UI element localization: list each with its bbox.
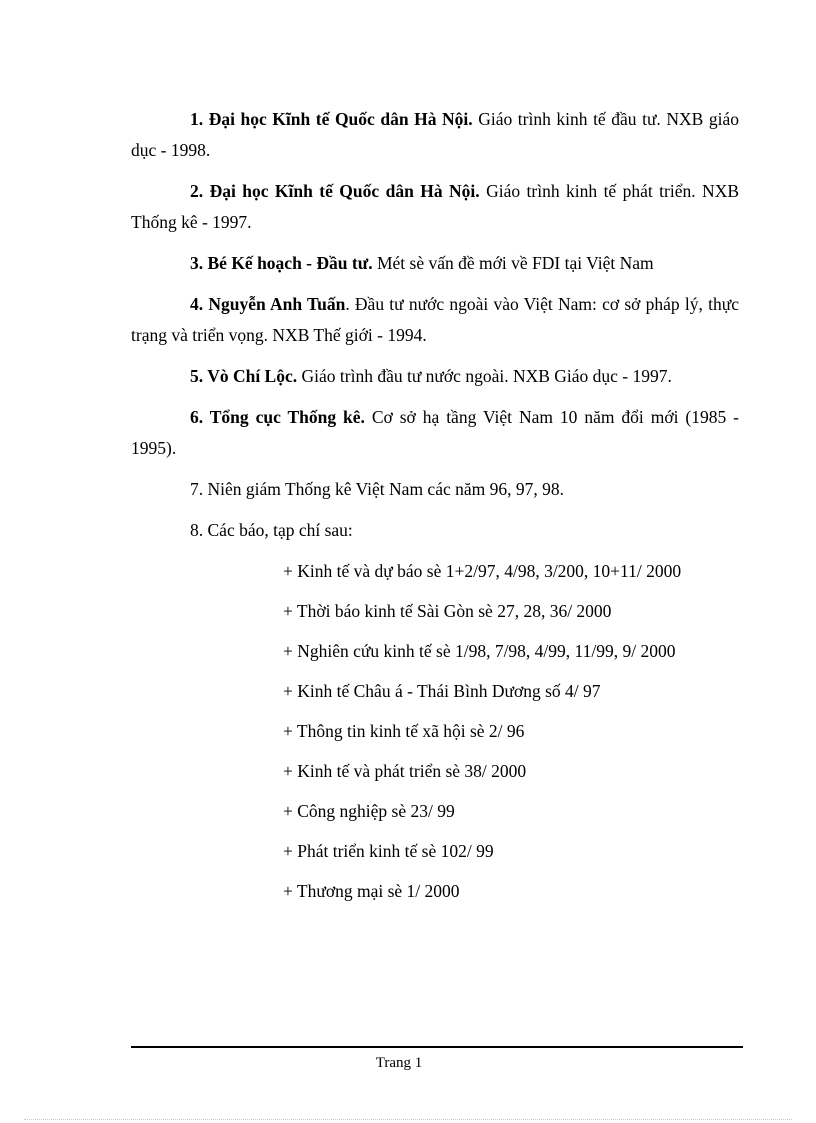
reference-author-name: Nguyễn Anh Tuấn [208,294,346,314]
reference-item [131,289,739,351]
reference-author [190,407,365,427]
reference-text: Giáo trình kinh tế đầu tư. NXB giáo dục - 1998. [131,109,739,160]
periodical-item: + Công nghiệp sè 23/ 99 [283,801,455,821]
reference-text: Mét sè vấn đề mới về FDI tại Việt Nam [372,253,654,273]
reference-author-name: Đại học Kĩnh tế Quốc dân Hà Nội. [209,181,480,201]
reference-number: 6. [190,407,204,427]
page-bottom-edge [24,1119,792,1120]
periodical-item: + Phát triển kinh tế sè 102/ 99 [283,841,494,861]
reference-item [131,474,739,505]
page-number: Trang 1 [375,1055,423,1071]
reference-list [131,104,739,916]
reference-author [190,366,297,386]
reference-author [190,253,373,273]
reference-number: 2. [190,181,204,201]
reference-number: 7. [190,479,204,499]
periodical-item: + Kinh tế và dự báo sè 1+2/97, 4/98, 3/200, 10+11/ 2000 [283,561,682,581]
reference-author [190,294,345,314]
reference-item [131,361,739,392]
reference-author [190,181,480,201]
reference-number: 5. [190,366,204,386]
reference-author-name: Vò Chí Lộc. [207,366,298,386]
periodical-list [131,556,739,907]
reference-text: Cơ sở hạ tầng Việt Nam 10 năm đổi mới (1985 - 1995). [131,407,739,458]
reference-text: . Đầu tư nước ngoài vào Việt Nam: cơ sở pháp lý, thực trạng và triển vọng. NXB Thế giới - 1994. [131,294,739,345]
reference-author-name: Bé Kế hoạch - Đầu tư. [207,253,373,273]
periodical-item: + Nghiên cứu kinh tế sè 1/98, 7/98, 4/99, 11/99, 9/ 2000 [283,641,676,661]
reference-text: Giáo trình kinh tế phát triển. NXB Thống kê - 1997. [131,181,740,232]
reference-number: 8. [190,520,204,540]
reference-text: Niên giám Thống kê Việt Nam các năm 96, 97, 98. [207,479,564,499]
footer-divider [131,1046,743,1048]
reference-item [131,248,739,279]
reference-text: Các báo, tạp chí sau: [207,520,353,540]
reference-author-name: Đại học Kĩnh tế Quốc dân Hà Nội. [208,109,473,129]
reference-number: 1. [190,109,204,129]
reference-author-name: Tổng cục Thống kê. [209,407,365,427]
reference-number: 3. [190,253,204,273]
reference-item [131,515,739,546]
reference-item [131,402,739,464]
periodical-item: + Kinh tế và phát triển sè 38/ 2000 [283,761,527,781]
reference-item [131,104,739,166]
reference-number: 4. [190,294,204,314]
reference-item [131,176,739,238]
reference-author [190,109,473,129]
periodical-item: + Thời báo kinh tế Sài Gòn sè 27, 28, 36/ 2000 [283,601,612,621]
periodical-item: + Thông tin kinh tế xã hội sè 2/ 96 [283,721,525,741]
periodical-item: + Kinh tế Châu á - Thái Bình Dương số 4/ 97 [283,681,601,701]
reference-text: Giáo trình đầu tư nước ngoài. NXB Giáo dục - 1997. [297,366,672,386]
periodical-item: + Thương mại sè 1/ 2000 [283,881,460,901]
